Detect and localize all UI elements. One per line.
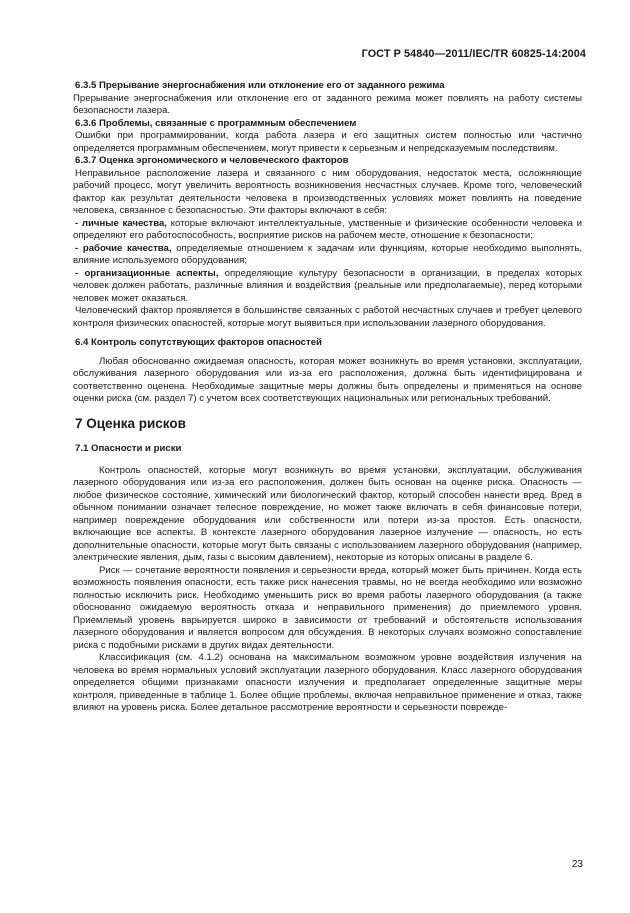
page-content — [73, 80, 582, 715]
section-6-3-6-paragraph: Ошибки при программировании, когда работа лазера и его защитных систем полностью или частично определяется программным обеспечением, могут привести к серьезным и непредсказуемым последствиям. — [73, 130, 582, 154]
section-7-1-heading: 7.1 Опасности и риски — [75, 443, 182, 454]
section-6-4-paragraph: Любая обоснованно ожидаемая опасность, которая может возникнуть во время установки, эксплуатации, обслуживания лазерного оборудования или из-за его расположения, должна быть идентифицирована и соответственно оценена. Необходимые защитные меры должны быть определены и применяться на основе оценки риска (см. раздел 7) с учетом всех соответствующих национальных или региональных требований. — [73, 355, 582, 404]
section-6-3-5-paragraph: Прерывание энергоснабжения или отклонение его от заданного режима может повлиять на работу системы безопасности лазера. — [73, 92, 582, 116]
section-7-1-paragraph-3: Классификация (см. 4.1.2) основана на максимальном возможном уровне воздействия излучения на человека во время нормальных условий эксплуатации лазерного оборудования. Класс лазерного оборудования определяется общими признаками опасности излучения и предполагает определенные защитные меры контроля, приведенные в таблице 1. Более общие проблемы, включая неправильное применение и отказ, также влияют на уровень риска. Более детальное рассмотрение вероятности и серьезности поврежде- — [73, 652, 582, 713]
section-6-3-5-heading: 6.3.5 Прерывание энергоснабжения или отклонение его от заданного режима — [75, 80, 445, 91]
list-term: - личные качества, — [75, 217, 167, 229]
list-text: которые включают интеллектуальные, умственные и физические особенности человека и определяют его работоспособность, восприятие рисков на рабочем месте, отношение к безопасности; — [73, 217, 582, 241]
section-6-4-heading: 6.4 Контроль сопутствующих факторов опасностей — [75, 337, 322, 348]
list-item-personal-qualities — [73, 218, 582, 243]
section-7-heading: 7 Оценка рисков — [75, 415, 186, 431]
list-item-organizational-aspects — [73, 268, 582, 306]
list-term: - рабочие качества, — [75, 242, 172, 254]
list-item-work-qualities — [73, 243, 582, 268]
section-7-1-paragraph-1: Контроль опасностей, которые могут возникнуть во время установки, эксплуатации, обслуживания лазерного оборудования или из-за его расположения, должен быть основан на оценке риска. Опасность — любое физическое состояние, химический или биологический фактор, который способен нанести вред. Вред в обычном понимании означает телесное повреждение, но может также включать в себя финансовые потери, например повреждение оборудования или собственности или потери из-за простоя. Есть опасности, включающие все аспекты. В контексте лазерного оборудования лазерное излучение — опасность, но есть дополнительные опасности, которые могут быть связаны с использованием лазерного оборудования (например, электрические явления, дым, газы с высоким давлением), некоторые из которых описаны в разделе 6. — [73, 464, 582, 563]
section-7-1-paragraph-2: Риск — сочетание вероятности появления и серьезности вреда, который может быть причинен. Когда есть возможность появления опасности, есть также риск нанесения травмы, но не всегда необходимо или возможно полностью исключить риск. Необходимо уменьшить риск во время работы лазерного оборудования (а также обоснованно ожидаемую вероятность отказа и неправильного применения) до приемлемого уровня. Приемлемый уровень варьируется широко в зависимости от требований и обстоятельств использования лазерного оборудования и является вопросом для обсуждения. В некоторых случаях возможно сопоставление риска с подобными рисками в других видах деятельности. — [73, 564, 582, 651]
page-number: 23 — [571, 859, 583, 870]
section-6-3-7-paragraph-2: Человеческий фактор проявляется в большинстве связанных с работой несчастных случаев и требует целевого контроля физических опасностей, которые могут выявиться при использовании лазерного оборудования. — [73, 305, 582, 329]
section-6-3-6-heading: 6.3.6 Проблемы, связанные с программным обеспечением — [75, 117, 357, 129]
list-term: - организационные аспекты, — [75, 267, 219, 279]
list-text: определяющие культуру безопасности в организации, в пределах которых человек должен работать, различные влияния и воздействия (реальные или предполагаемые), перед которыми человек может оказаться. — [73, 267, 582, 304]
list-text: определяемые отношением к задачам или функциям, которые необходимо выполнять, влияние используемого оборудования; — [73, 242, 582, 266]
section-6-3-7-heading: 6.3.7 Оценка эргономического и человеческого факторов — [75, 155, 349, 166]
section-6-3-7-paragraph-1: Неправильное расположение лазера и связанного с ним оборудования, недостаток места, осложняющие рабочий процесс, могут увеличить вероятность возникновения несчастных случаев. Кроме того, человеческий фактор как результат деятельности человека в производственных условиях может повлиять на поведение человека, связанное с безопасностью. Эти факторы включают в себя: — [73, 167, 582, 216]
document-header: ГОСТ Р 54840—2011/IEC/TR 60825-14:2004 — [361, 48, 586, 60]
